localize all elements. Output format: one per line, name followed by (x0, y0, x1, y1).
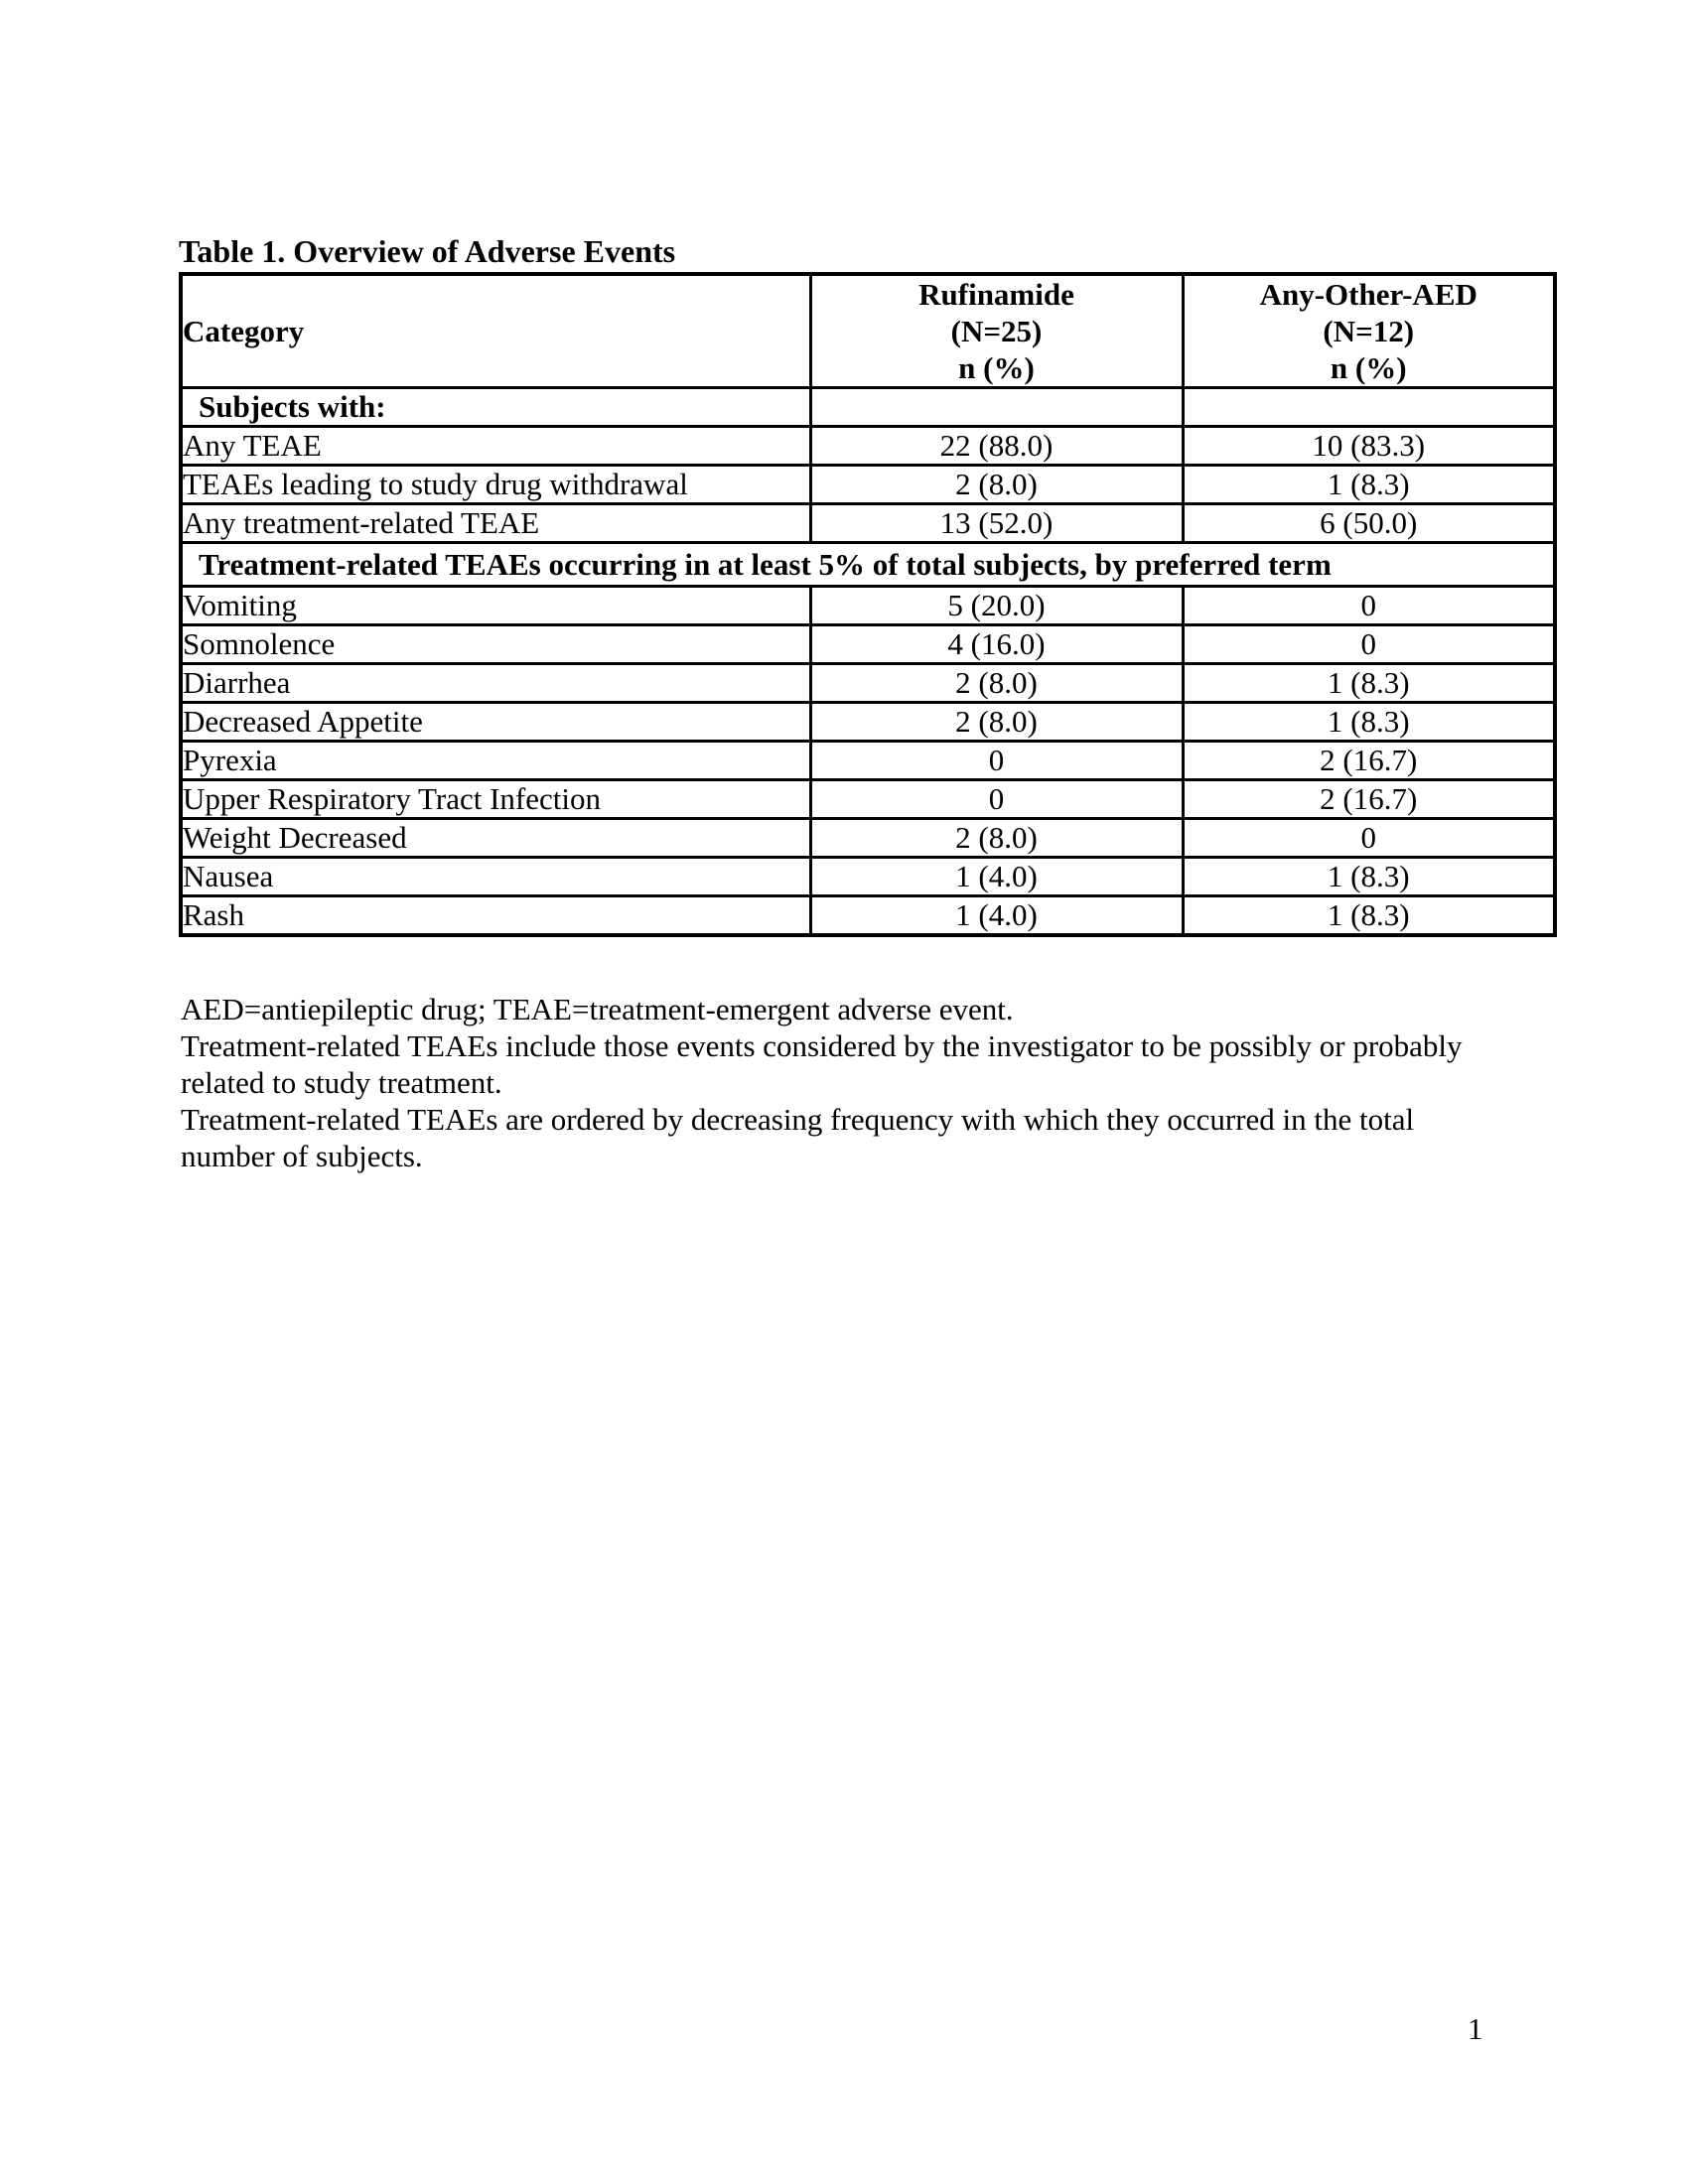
page-number: 1 (1468, 2011, 1483, 2046)
table-header-row (181, 274, 1555, 388)
cell-rufinamide-value: 22 (88.0) (810, 427, 1183, 466)
cell-rufinamide-value: 2 (8.0) (810, 664, 1183, 703)
cell-rufinamide-value: 2 (8.0) (810, 819, 1183, 858)
header-cell-any-other-aed (1183, 274, 1555, 388)
cell-category: Upper Respiratory Tract Infection (181, 780, 810, 819)
cell-rufinamide-value: 0 (810, 780, 1183, 819)
cell-any-other-aed-value: 0 (1183, 625, 1555, 664)
cell-rufinamide-value: 2 (8.0) (810, 466, 1183, 504)
header-any-other-aed-unit: n (%) (1330, 350, 1407, 385)
cell-any-other-aed-value: 1 (8.3) (1183, 858, 1555, 896)
table-row-rash (181, 896, 1555, 936)
cell-any-other-aed-value: 1 (8.3) (1183, 703, 1555, 742)
cell-category: TEAEs leading to study drug withdrawal (181, 466, 810, 504)
empty-cell (810, 388, 1183, 427)
table-row-treatment-related-teae (181, 504, 1555, 543)
cell-category: Somnolence (181, 625, 810, 664)
table-row-upper-respiratory (181, 780, 1555, 819)
group-row-subjects-with (181, 388, 1555, 427)
header-rufinamide-name: Rufinamide (918, 277, 1074, 312)
cell-any-other-aed-value: 2 (16.7) (1183, 780, 1555, 819)
cell-rufinamide-value: 4 (16.0) (810, 625, 1183, 664)
cell-category: Vomiting (181, 587, 810, 625)
header-cell-category: Category (181, 274, 810, 388)
cell-category: Diarrhea (181, 664, 810, 703)
cell-any-other-aed-value: 0 (1183, 587, 1555, 625)
footnote-line: Treatment-related TEAEs include those events considered by the investigator to be possibly or probably (181, 1028, 1463, 1063)
table-row-any-teae (181, 427, 1555, 466)
footnote-line: number of subjects. (181, 1139, 423, 1173)
cell-rufinamide-value: 1 (4.0) (810, 896, 1183, 936)
cell-category: Rash (181, 896, 810, 936)
header-rufinamide-unit: n (%) (958, 350, 1035, 385)
adverse-events-table (179, 272, 1557, 937)
group-label-subjects-with: Subjects with: (181, 388, 810, 427)
header-cell-rufinamide (810, 274, 1183, 388)
cell-category: Any TEAE (181, 427, 810, 466)
cell-rufinamide-value: 13 (52.0) (810, 504, 1183, 543)
section-header-row (181, 543, 1555, 587)
cell-category: Any treatment-related TEAE (181, 504, 810, 543)
table-row-teae-withdrawal (181, 466, 1555, 504)
cell-rufinamide-value: 1 (4.0) (810, 858, 1183, 896)
footnote-line: Treatment-related TEAEs are ordered by decreasing frequency with which they occurred in the total (181, 1102, 1415, 1137)
cell-rufinamide-value: 5 (20.0) (810, 587, 1183, 625)
table-row-weight-decreased (181, 819, 1555, 858)
cell-category: Pyrexia (181, 742, 810, 780)
cell-category: Decreased Appetite (181, 703, 810, 742)
footnote-line: related to study treatment. (181, 1065, 502, 1100)
footnotes (181, 991, 1463, 1174)
cell-any-other-aed-value: 1 (8.3) (1183, 466, 1555, 504)
section-header-label: Treatment-related TEAEs occurring in at least 5% of total subjects, by preferred term (181, 543, 1555, 587)
table-row-vomiting (181, 587, 1555, 625)
empty-cell (1183, 388, 1555, 427)
table-row-pyrexia (181, 742, 1555, 780)
cell-any-other-aed-value: 0 (1183, 819, 1555, 858)
cell-category: Nausea (181, 858, 810, 896)
cell-rufinamide-value: 2 (8.0) (810, 703, 1183, 742)
header-any-other-aed-n: (N=12) (1323, 314, 1415, 348)
table-row-nausea (181, 858, 1555, 896)
cell-any-other-aed-value: 2 (16.7) (1183, 742, 1555, 780)
table-row-diarrhea (181, 664, 1555, 703)
table-row-decreased-appetite (181, 703, 1555, 742)
header-any-other-aed-name: Any-Other-AED (1259, 277, 1477, 312)
cell-any-other-aed-value: 1 (8.3) (1183, 896, 1555, 936)
header-rufinamide-n: (N=25) (950, 314, 1043, 348)
cell-category: Weight Decreased (181, 819, 810, 858)
cell-any-other-aed-value: 10 (83.3) (1183, 427, 1555, 466)
cell-any-other-aed-value: 6 (50.0) (1183, 504, 1555, 543)
footnote-line: AED=antiepileptic drug; TEAE=treatment-emergent adverse event. (181, 992, 1014, 1026)
table-title: Table 1. Overview of Adverse Events (179, 233, 676, 269)
cell-any-other-aed-value: 1 (8.3) (1183, 664, 1555, 703)
cell-rufinamide-value: 0 (810, 742, 1183, 780)
table-row-somnolence (181, 625, 1555, 664)
